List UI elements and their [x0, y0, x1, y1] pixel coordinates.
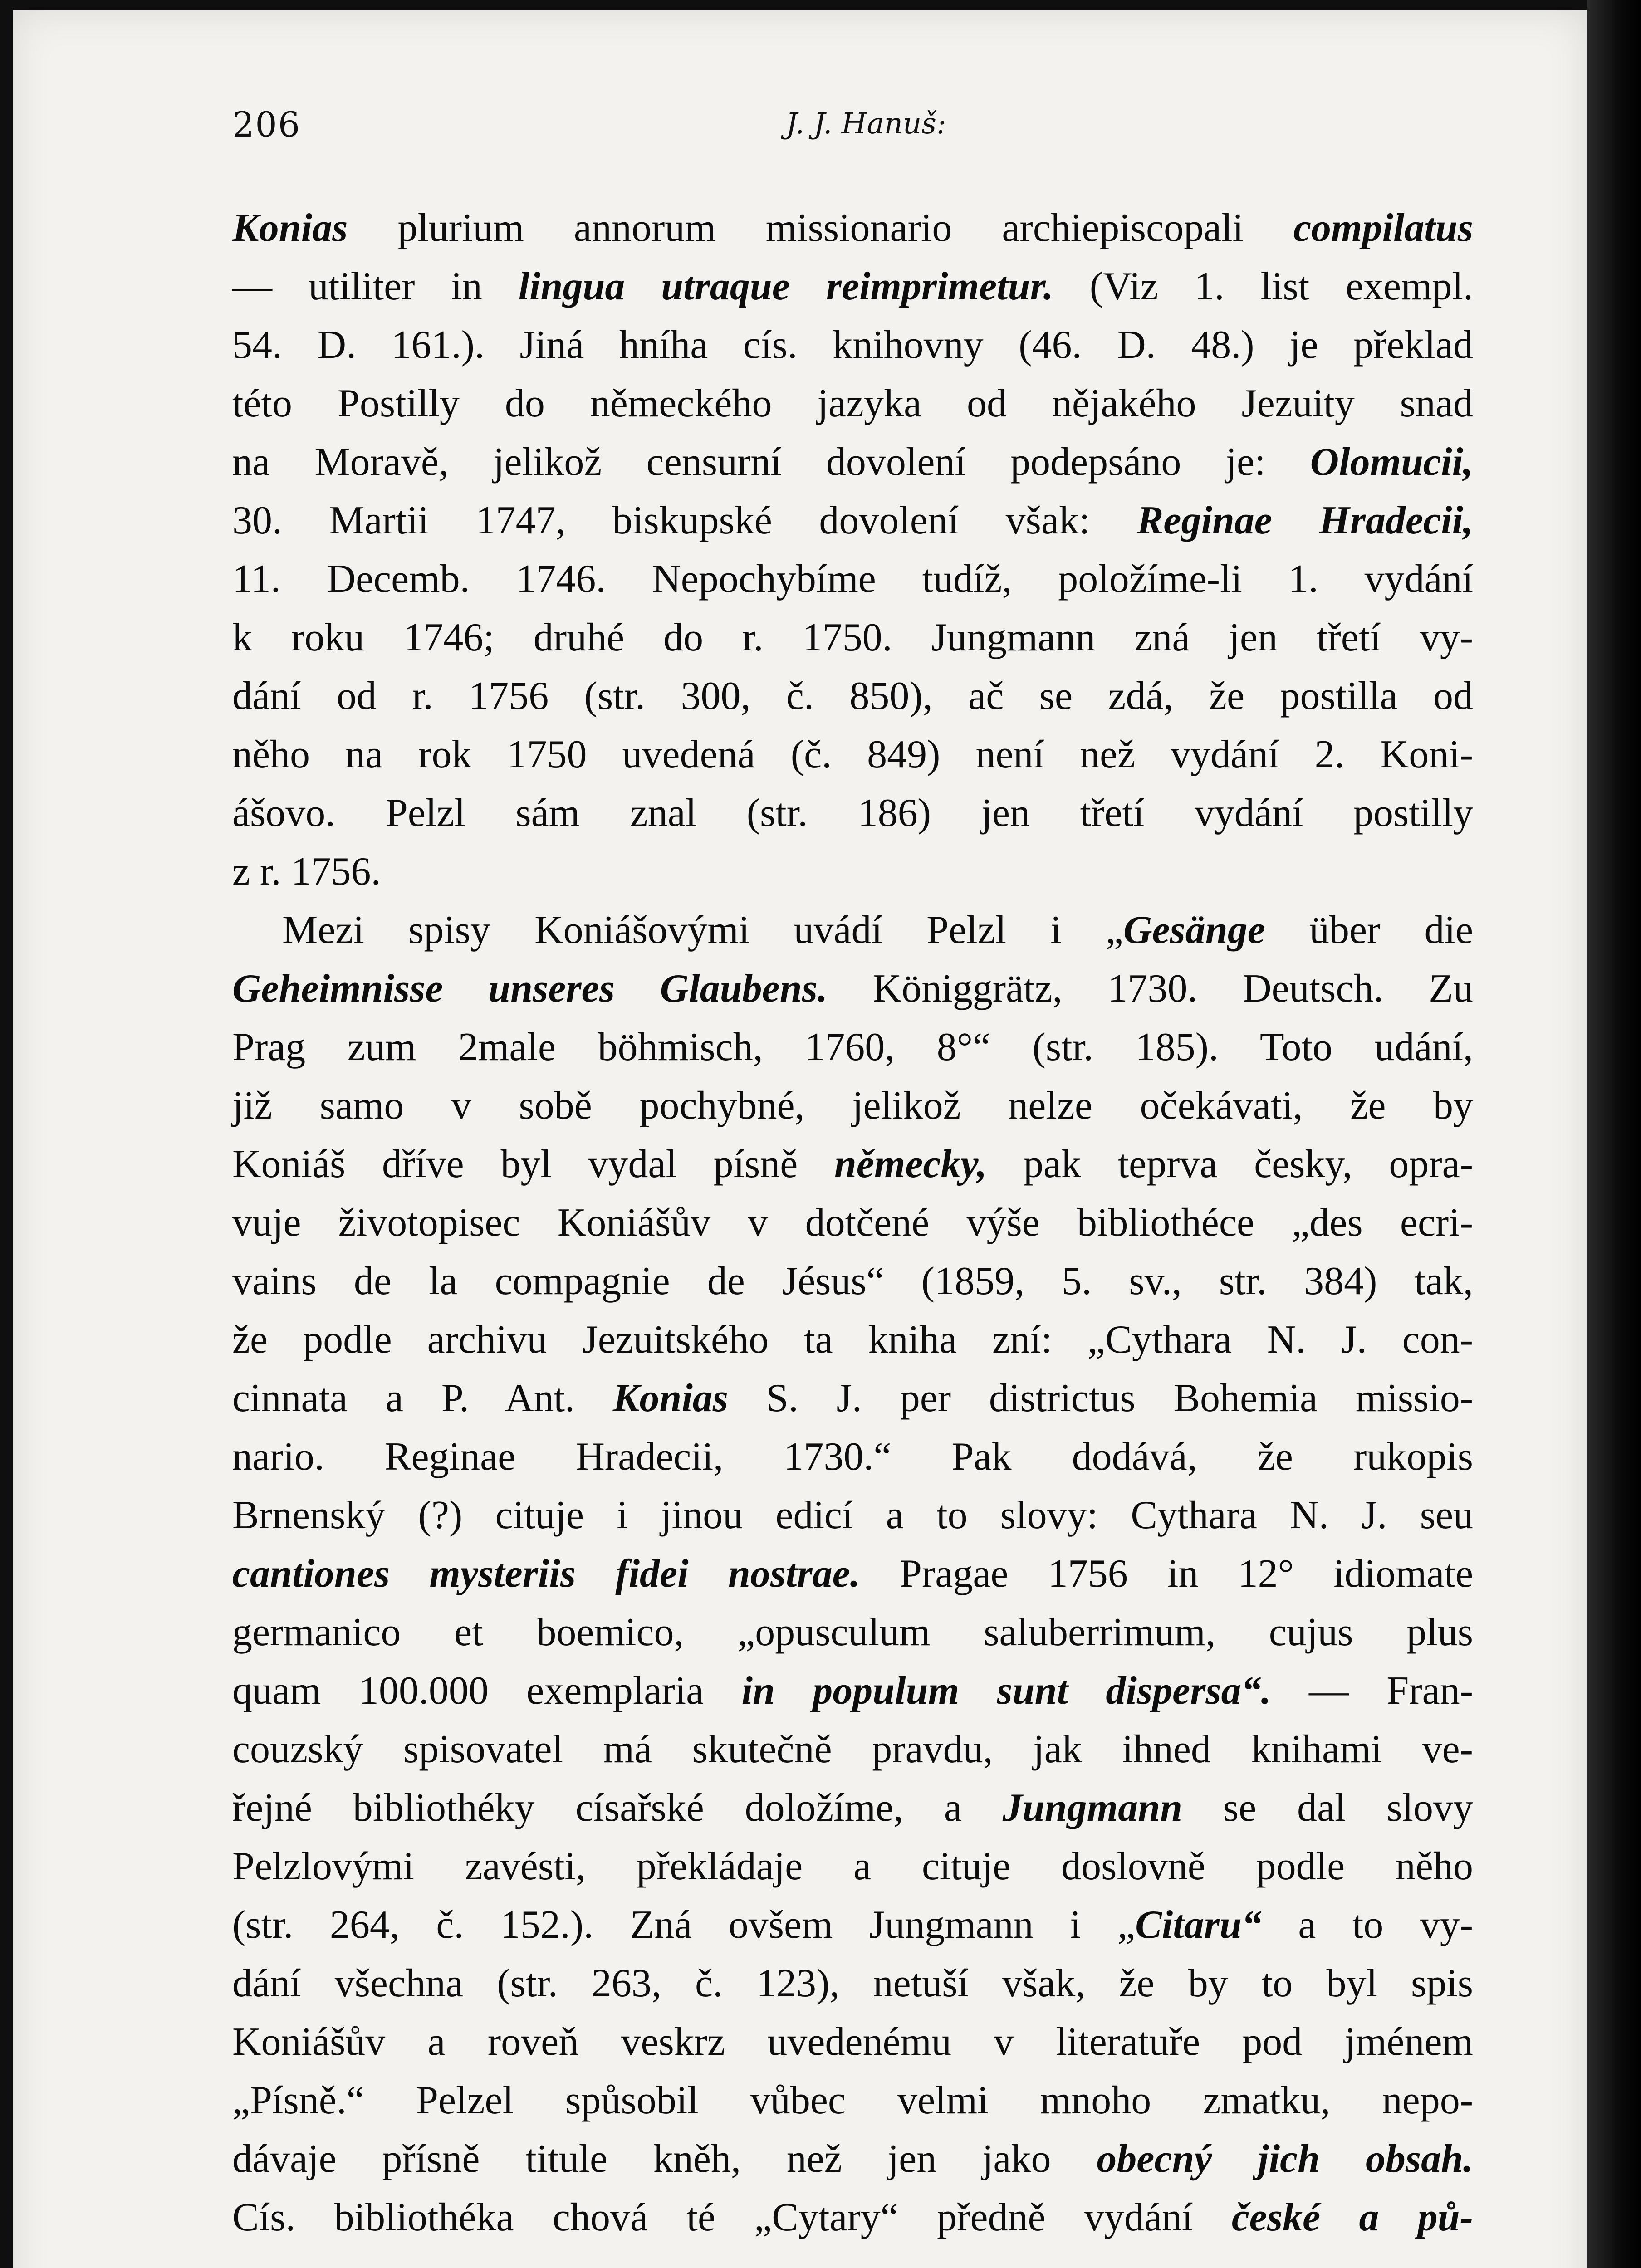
italic-segment: Geheimnisse unseres Glaubens.: [232, 967, 828, 1011]
text-line: [232, 1779, 1473, 1837]
text-segment: — utiliter in: [232, 264, 519, 308]
text-segment: — Fran-: [1271, 1669, 1473, 1713]
text-segment: couzský spisovatel má skutečně pravdu, jak ihned knihami ve-: [232, 1727, 1473, 1771]
italic-segment: německy,: [834, 1142, 987, 1186]
text-segment: Königgrätz, 1730. Deutsch. Zu: [827, 967, 1473, 1011]
text-segment: Koniáš dříve byl vydal písně: [232, 1142, 834, 1186]
text-line: [232, 1252, 1473, 1310]
italic-segment: cantiones mysteriis fidei nostrae.: [232, 1552, 860, 1596]
text-line: [232, 1369, 1473, 1427]
text-segment: (str. 264, č. 152.). Zná ovšem Jungmann i „: [232, 1903, 1136, 1947]
text-segment: S. J. per districtus Bohemia missio-: [728, 1376, 1473, 1420]
text-segment: dání všechna (str. 263, č. 123), netuší však, že by to byl spis: [232, 1961, 1473, 2005]
text-line: [232, 257, 1473, 316]
text-line: [232, 1427, 1473, 1486]
text-segment: vuje životopisec Koniášův v dotčené výše bibliothéce „des ecri-: [232, 1201, 1473, 1245]
italic-segment: obecný jich obsah.: [1097, 2137, 1474, 2181]
italic-segment: Jungmann: [1002, 1786, 1183, 1830]
page-header: [232, 104, 1473, 154]
text-segment: Cís. bibliothéka chová té „Cytary“ předně vydání: [232, 2195, 1232, 2239]
text-line: [232, 1135, 1473, 1193]
text-line: [232, 316, 1473, 374]
italic-segment: české a pů-: [1231, 2195, 1474, 2239]
text-line: [232, 725, 1473, 784]
text-line: [232, 1018, 1473, 1076]
text-segment: 30. Martii 1747, biskupské dovolení však:: [232, 499, 1137, 543]
text-segment: něho na rok 1750 uvedená (č. 849) není než vydání 2. Koni-: [232, 733, 1473, 777]
text-line: [232, 491, 1473, 550]
text-line: [232, 1837, 1473, 1896]
text-segment: k roku 1746; druhé do r. 1750. Jungmann zná jen třetí vy-: [232, 616, 1473, 660]
text-line: [232, 2130, 1473, 2188]
text-line: [232, 1720, 1473, 1779]
text-line: [232, 608, 1473, 667]
italic-segment: Olomucii,: [1310, 440, 1473, 484]
italic-segment: Konias: [612, 1376, 729, 1420]
text-line: [232, 1954, 1473, 2013]
text-segment: vains de la compagnie de Jésus“ (1859, 5. sv., str. 384) tak,: [232, 1259, 1473, 1303]
text-line: [232, 433, 1473, 491]
text-segment: že podle archivu Jezuitského ta kniha zní: „Cythara N. J. con-: [232, 1318, 1473, 1362]
text-segment: Mezi spisy Koniášovými uvádí Pelzl i „: [282, 908, 1123, 952]
text-line: [232, 667, 1473, 725]
text-segment: Pragae 1756 in 12° idiomate: [860, 1552, 1474, 1596]
text-line: [232, 1486, 1473, 1545]
italic-segment: Konias: [232, 206, 348, 250]
text-line: [232, 842, 1473, 901]
text-line: [232, 2013, 1473, 2071]
italic-segment: Citaru“: [1135, 1903, 1262, 1947]
text-segment: 11. Decemb. 1746. Nepochybíme tudíž, položíme-li 1. vydání: [232, 557, 1473, 601]
text-segment: germanico et boemico, „opusculum saluberrimum, cujus plus: [232, 1610, 1473, 1654]
text-segment: dání od r. 1756 (str. 300, č. 850), ač se zdá, že postilla od: [232, 674, 1473, 718]
text-line: [232, 959, 1473, 1018]
text-line: [232, 199, 1473, 257]
text-line: [232, 1193, 1473, 1252]
text-line: [232, 1896, 1473, 1954]
italic-segment: lingua utraque reimprimetur.: [518, 264, 1053, 308]
text-segment: plurium annorum missionario archiepiscopali: [348, 206, 1293, 250]
text-segment: quam 100.000 exemplaria: [232, 1669, 742, 1713]
italic-segment: Gesänge: [1123, 908, 1265, 952]
text-line: [232, 784, 1473, 842]
body-text: [232, 199, 1473, 2247]
page-edge-shadow: [1587, 0, 1641, 2268]
text-line: [232, 2188, 1473, 2247]
text-segment: ášovo. Pelzl sám znal (str. 186) jen třetí vydání postilly: [232, 791, 1473, 835]
italic-segment: Reginae Hradecii,: [1136, 499, 1473, 543]
text-line: [232, 1076, 1473, 1135]
text-segment: „Písně.“ Pelzel spůsobil vůbec velmi mnoho zmatku, nepo-: [232, 2078, 1473, 2122]
text-line: [232, 1662, 1473, 1720]
text-line: [232, 1310, 1473, 1369]
text-segment: Prag zum 2male böhmisch, 1760, 8°“ (str. 185). Toto udání,: [232, 1025, 1473, 1069]
text-segment: nario. Reginae Hradecii, 1730.“ Pak dodává, že rukopis: [232, 1435, 1473, 1479]
text-segment: pak teprva česky, opra-: [987, 1142, 1473, 1186]
page-number: 206: [232, 104, 301, 145]
italic-segment: in populum sunt dispersa“.: [741, 1669, 1271, 1713]
text-line: [232, 1603, 1473, 1662]
italic-segment: compilatus: [1293, 206, 1473, 250]
text-segment: z r. 1756.: [232, 850, 381, 894]
text-segment: Brnenský (?) cituje i jinou edicí a to slovy: Cythara N. J. seu: [232, 1493, 1473, 1537]
text-segment: a to vy-: [1261, 1903, 1474, 1947]
text-line: [232, 1545, 1473, 1603]
running-head: J. J. Hanuš:: [786, 107, 946, 141]
text-segment: Koniášův a roveň veskrz uvedenému v literatuře pod jménem: [232, 2020, 1473, 2064]
text-segment: Pelzlovými zavésti, překládaje a cituje doslovně podle něho: [232, 1844, 1473, 1888]
text-segment: se dal slovy: [1182, 1786, 1473, 1830]
text-line: [232, 374, 1473, 433]
text-segment: této Postilly do německého jazyka od nějakého Jezuity snad: [232, 381, 1473, 425]
text-line: [232, 550, 1473, 608]
text-segment: řejné bibliothéky císařské doložíme, a: [232, 1786, 1003, 1830]
text-segment: (Viz 1. list exempl.: [1053, 264, 1474, 308]
text-segment: über die: [1265, 908, 1473, 952]
text-line: [232, 2071, 1473, 2130]
text-segment: na Moravě, jelikož censurní dovolení podepsáno je:: [232, 440, 1310, 484]
text-segment: cinnata a P. Ant.: [232, 1376, 613, 1420]
text-line: [232, 901, 1473, 959]
text-segment: již samo v sobě pochybné, jelikož nelze očekávati, že by: [232, 1084, 1473, 1128]
text-segment: dávaje přísně titule kněh, než jen jako: [232, 2137, 1097, 2181]
text-segment: 54. D. 161.). Jiná hníha cís. knihovny (46. D. 48.) je překlad: [232, 323, 1473, 367]
